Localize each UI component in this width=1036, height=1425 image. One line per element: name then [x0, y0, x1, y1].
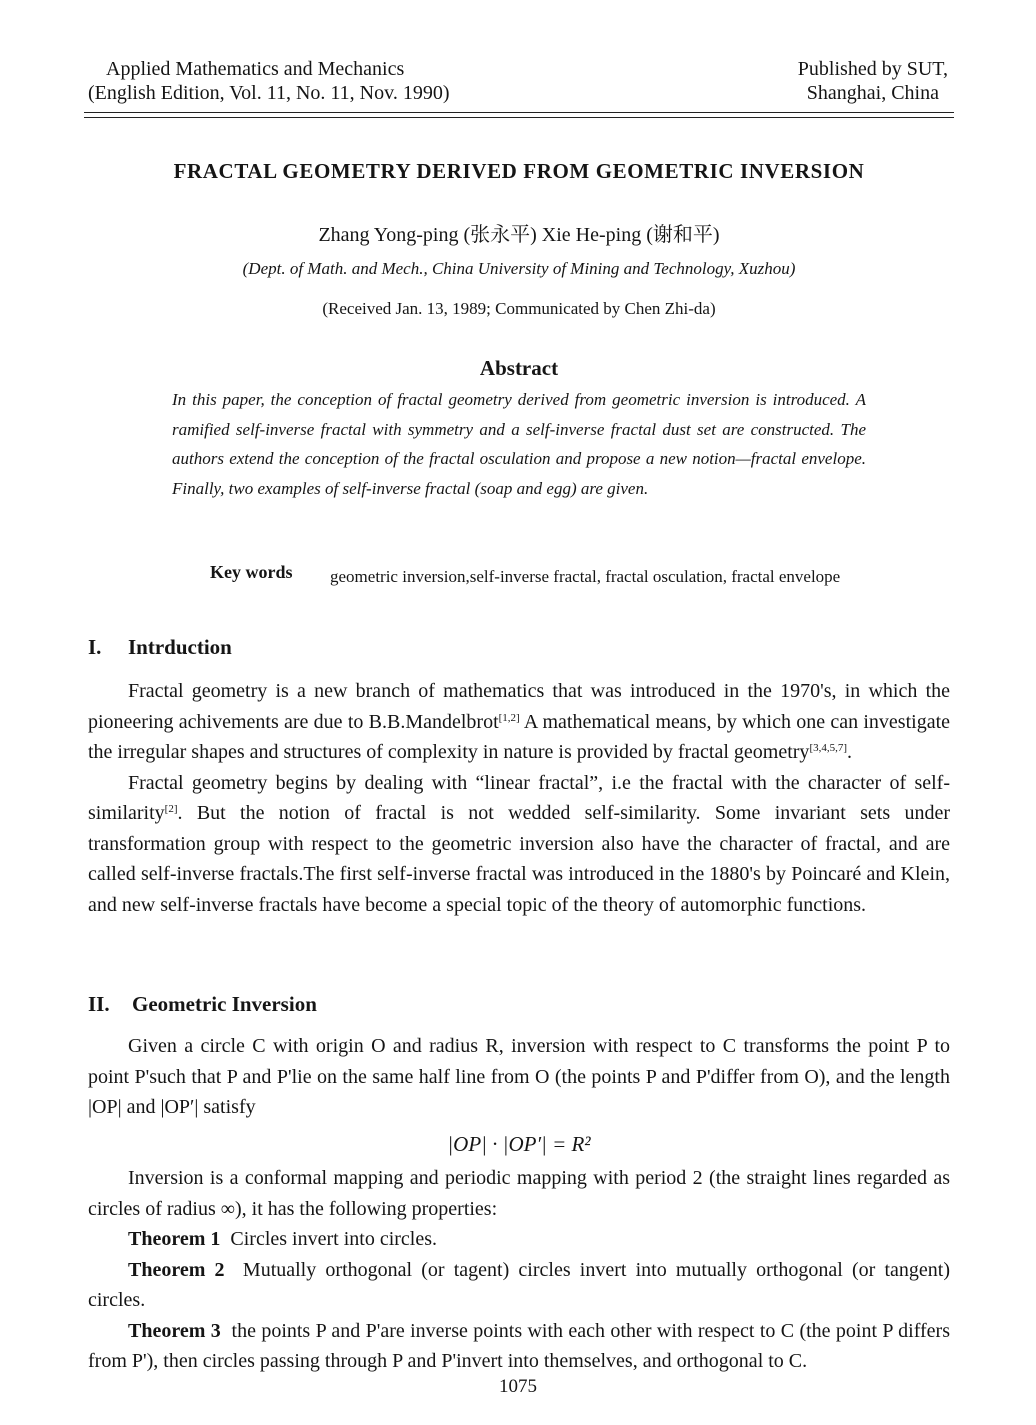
keywords-label: Key words	[210, 562, 293, 582]
paragraph	[88, 768, 950, 921]
theorem-label: Theorem 1	[128, 1228, 221, 1250]
section-title: Intrduction	[128, 635, 232, 659]
theorem-label: Theorem 2	[128, 1258, 225, 1281]
publisher-name: Published by SUT,	[797, 58, 948, 80]
theorem-text: the points P and P'are inverse points with each other with respect to C (the point P differs from P'), then circles passing through P and P'invert into themselves, and orthogonal to C.	[88, 1319, 950, 1372]
theorem-text: Circles invert into circles.	[230, 1228, 438, 1250]
paragraph-text: A mathematical means, by which one can investigate the irregular shapes and structures of complexity in nature is provided by fractal geometry	[88, 710, 951, 763]
header-rule-bottom	[84, 117, 954, 118]
header-rule-top	[84, 112, 954, 113]
article-authors: Zhang Yong-ping (张永平) Xie He-ping (谢和平)	[318, 224, 720, 246]
inversion-equation: |OP| · |OP′| = R²	[447, 1131, 591, 1156]
publisher-location: Shanghai, China	[806, 82, 939, 104]
paragraph-text: Fractal geometry is a new branch of mathematics that was introduced in the 1970's, in which the pioneering achivements are due to B.B.Mandelbrot	[88, 680, 950, 733]
geometric-inversion-body	[88, 1031, 950, 1377]
section-title: Geometric Inversion	[132, 992, 317, 1016]
introduction-body	[88, 676, 950, 920]
section-number: II.	[88, 992, 110, 1016]
journal-header	[88, 57, 449, 105]
abstract-text: In this paper, the conception of fractal geometry derived from geometric inversion is introduced. A ramified self-inverse fractal with symmetry and a self-inverse fractal dust set are constructed. The authors extend the conception of the fractal osculation and propose a new notion—fractal envelope. Finally, two examples of self-inverse fractal (soap and egg) are given.	[172, 390, 866, 498]
theorem-text: Mutually orthogonal (or tagent) circles invert into mutually orthogonal (or tangent) circles.	[88, 1258, 950, 1311]
page-number: 1075	[499, 1376, 537, 1397]
author-affiliation: (Dept. of Math. and Mech., China University of Mining and Technology, Xuzhou)	[242, 259, 796, 278]
citation: [3,4,5,7]	[809, 742, 848, 754]
paragraph-text: .	[847, 741, 853, 763]
received-date: (Received Jan. 13, 1989; Communicated by Chen Zhi-da)	[322, 299, 716, 318]
journal-edition: (English Edition, Vol. 11, No. 11, Nov. 1990)	[88, 82, 450, 104]
theorem-3	[88, 1316, 950, 1377]
section-heading-geometric-inversion	[88, 992, 317, 1017]
theorem-2	[88, 1255, 950, 1316]
keywords-text: geometric inversion,self-inverse fractal, fractal osculation, fractal envelope	[330, 567, 841, 586]
citation: [2]	[164, 803, 178, 815]
abstract-heading: Abstract	[479, 356, 559, 380]
theorem-1	[88, 1224, 950, 1255]
paragraph-text: Fractal geometry begins by dealing with “linear fractal”, i.e the fractal with the character of self-similarity	[88, 771, 950, 824]
paragraph-text: . But the notion of fractal is not wedded self-similarity. Some invariant sets under transformation group with respect to the geometric inversion also have the character of fractal, and are called self-inverse fractals.The first self-inverse fractal was introduced in the 1880's by Poincaré and Klein, and new self-inverse fractals have become a special topic of the theory of automorphic functions.	[88, 802, 950, 916]
journal-name: Applied Mathematics and Mechanics	[106, 58, 405, 80]
section-heading-introduction	[88, 635, 232, 660]
paragraph	[88, 676, 950, 768]
paragraph: Given a circle C with origin O and radius R, inversion with respect to C transforms the point P to point P'such that P and P'lie on the same half line from O (the points P and P'differ from O), and the length |OP| and |OP′| satisfy	[88, 1035, 950, 1118]
paragraph: Inversion is a conformal mapping and periodic mapping with period 2 (the straight lines regarded as circles of radius ∞), it has the following properties:	[88, 1167, 950, 1220]
publisher-header	[798, 57, 948, 105]
article-title: FRACTAL GEOMETRY DERIVED FROM GEOMETRIC INVERSION	[173, 159, 865, 183]
section-number: I.	[88, 635, 102, 659]
citation: [1,2]	[498, 711, 520, 724]
theorem-label: Theorem 3	[128, 1319, 221, 1342]
